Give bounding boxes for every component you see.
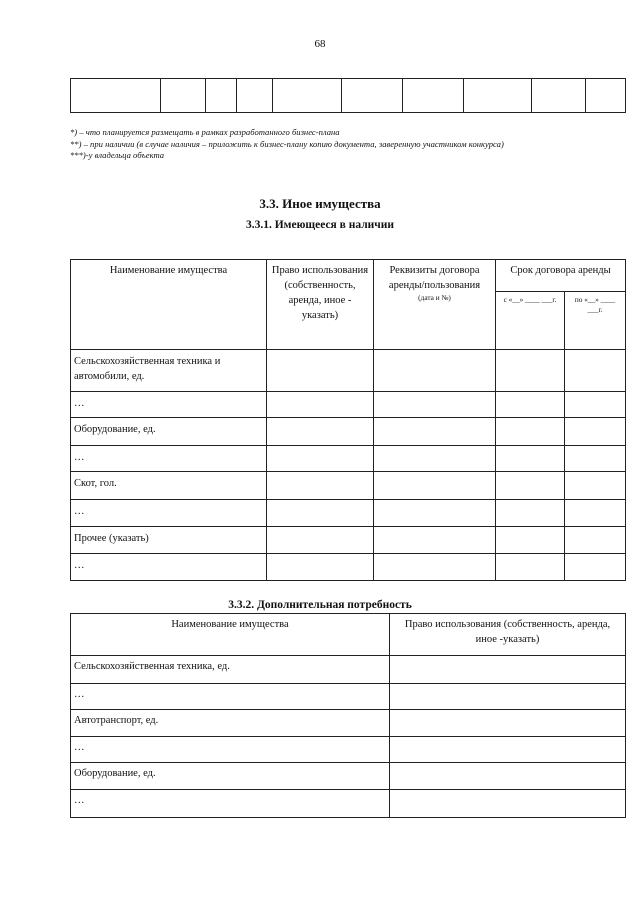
table-cell xyxy=(565,418,626,446)
table-row-label: … xyxy=(71,790,390,818)
table-cell xyxy=(390,790,626,818)
table-row-label: … xyxy=(71,554,267,581)
table-cell xyxy=(71,79,161,113)
continued-table xyxy=(70,78,626,113)
table-cell xyxy=(390,710,626,737)
table-cell xyxy=(496,392,565,418)
table-row-label: Прочее (указать) xyxy=(71,527,267,554)
footnote: ***)-у владельца объекта xyxy=(70,150,165,160)
existing-property-table xyxy=(70,259,626,581)
table-cell xyxy=(267,392,374,418)
page-number: 68 xyxy=(314,38,326,50)
header-term-to: по «__» ____ ___г. xyxy=(565,292,626,350)
header-right: Право использования (собственность, аренда, иное - указать) xyxy=(267,260,374,350)
table-cell xyxy=(273,79,342,113)
table-cell xyxy=(565,472,626,500)
table-cell xyxy=(586,79,626,113)
table-cell xyxy=(496,472,565,500)
table-cell xyxy=(496,500,565,527)
table-cell xyxy=(565,446,626,472)
table-row-label: … xyxy=(71,446,267,472)
table-cell xyxy=(342,79,403,113)
table-cell xyxy=(565,554,626,581)
table-cell xyxy=(267,527,374,554)
header-contract-label: Реквизиты договора аренды/пользования xyxy=(388,265,481,291)
table-cell xyxy=(565,527,626,554)
table-cell xyxy=(237,79,273,113)
table-row-label: … xyxy=(71,737,390,763)
subsection-title: 3.3.1. Имеющееся в наличии xyxy=(245,219,395,231)
table-row-label: Сельскохозяйственная техника и автомобили, ед. xyxy=(71,350,267,392)
table-cell xyxy=(390,656,626,684)
table-cell xyxy=(565,392,626,418)
table-cell xyxy=(390,737,626,763)
table-cell xyxy=(532,79,586,113)
table-cell xyxy=(496,527,565,554)
table-cell xyxy=(206,79,237,113)
table-cell xyxy=(267,554,374,581)
table-cell xyxy=(390,684,626,710)
table-cell xyxy=(403,79,464,113)
table-row-label: Сельскохозяйственная техника, ед. xyxy=(71,656,390,684)
table-cell xyxy=(267,350,374,392)
header-right: Право использования (собственность, аренда, иное -указать) xyxy=(390,614,626,656)
header-contract-note: (дата и №) xyxy=(418,293,451,302)
footnote: *) – что планируется размещать в рамках разработанного бизнес-плана xyxy=(70,127,340,137)
table-cell xyxy=(267,472,374,500)
table-cell xyxy=(464,79,532,113)
table-cell xyxy=(374,350,496,392)
table-row-label: Автотранспорт, ед. xyxy=(71,710,390,737)
header-contract xyxy=(374,260,496,350)
table-cell xyxy=(374,392,496,418)
table-cell xyxy=(374,500,496,527)
subsection-title: 3.3.2. Дополнительная потребность xyxy=(228,599,412,611)
header-term: Срок договора аренды xyxy=(496,260,626,292)
table-cell xyxy=(267,446,374,472)
section-title: 3.3. Иное имущества xyxy=(259,196,381,211)
footnotes xyxy=(70,127,625,162)
footnote: **) – при наличии (в случае наличия – приложить к бизнес-плану копию документа, заверенную участником конкурса) xyxy=(70,138,504,149)
table-cell xyxy=(374,527,496,554)
table-cell xyxy=(390,763,626,790)
table-cell xyxy=(496,446,565,472)
table-cell xyxy=(374,554,496,581)
table-row-label: Скот, гол. xyxy=(71,472,267,500)
table-cell xyxy=(374,418,496,446)
table-cell xyxy=(161,79,206,113)
table-cell xyxy=(496,554,565,581)
header-name: Наименование имущества xyxy=(71,614,390,656)
table-cell xyxy=(267,500,374,527)
header-name: Наименование имущества xyxy=(71,260,267,350)
table-cell xyxy=(565,500,626,527)
table-cell xyxy=(267,418,374,446)
table-cell xyxy=(496,350,565,392)
table-cell xyxy=(565,350,626,392)
table-row-label: … xyxy=(71,392,267,418)
table-row-label: Оборудование, ед. xyxy=(71,418,267,446)
table-cell xyxy=(374,446,496,472)
table-row-label: … xyxy=(71,500,267,527)
table-cell xyxy=(374,472,496,500)
header-term-from: с «__» ____ ___г. xyxy=(496,292,565,350)
table-cell xyxy=(496,418,565,446)
table-row-label: Оборудование, ед. xyxy=(71,763,390,790)
table-row-label: … xyxy=(71,684,390,710)
additional-need-table xyxy=(70,613,626,818)
